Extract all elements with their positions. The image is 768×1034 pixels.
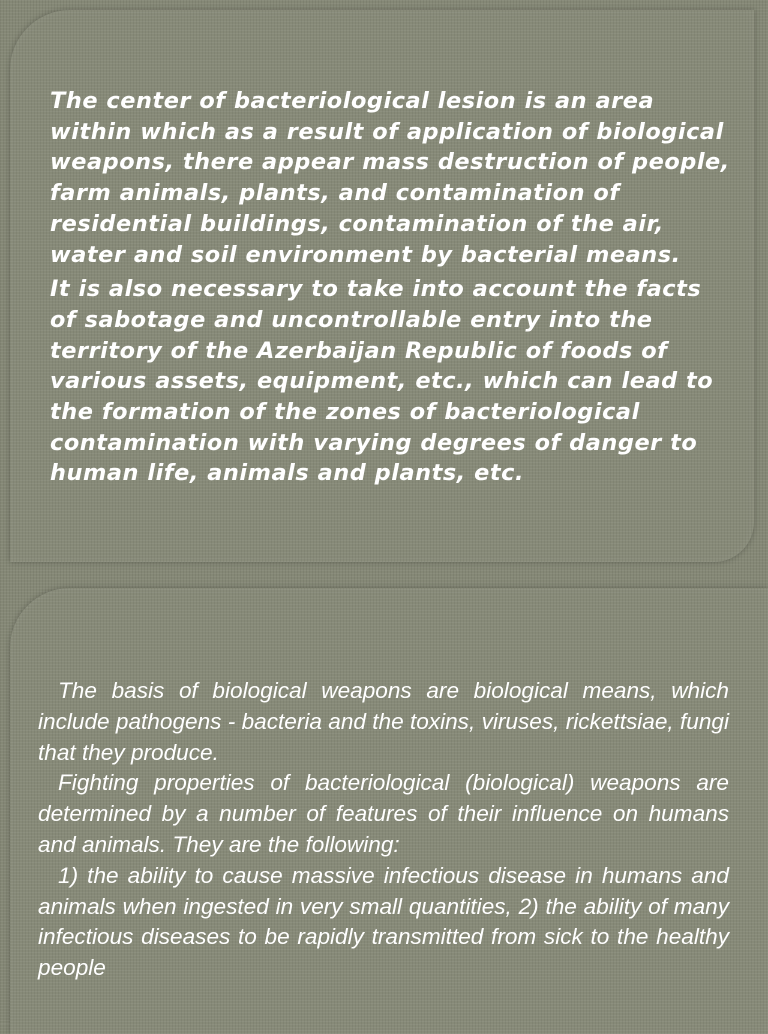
slide-bottom-text [38, 676, 729, 984]
paragraph-definition: The center of bacteriological lesion is an area within which as a result of application of biological weapons, there appear mass destruction of people, farm animals, plants, and contamination of residential buildings, contamination of the air, water and soil environment by bacterial means. [50, 88, 730, 268]
paragraph-abilities: 1) the ability to cause massive infectious disease in humans and animals when ingested in very small quantities, 2) the ability of many infectious diseases to be rapidly transmitted from sick to the healthy people [38, 862, 729, 981]
paragraph-sabotage: It is also necessary to take into account the facts of sabotage and uncontrollable entry into the territory of the Azerbaijan Republic of foods of various assets, equipment, etc., which can lead to the formation of the zones of bacteriological contamination with varying degrees of danger to human life, animals and plants, etc. [50, 276, 714, 487]
slide-top-text [50, 86, 730, 489]
paragraph-basis: The basis of biological weapons are biological means, which include pathogens - bacteria and the toxins, viruses, rickettsiae, fungi that they produce. [38, 678, 729, 765]
paragraph-fighting-properties: Fighting properties of bacteriological (biological) weapons are determined by a number of features of their influence on humans and animals. They are the following: [38, 770, 729, 857]
